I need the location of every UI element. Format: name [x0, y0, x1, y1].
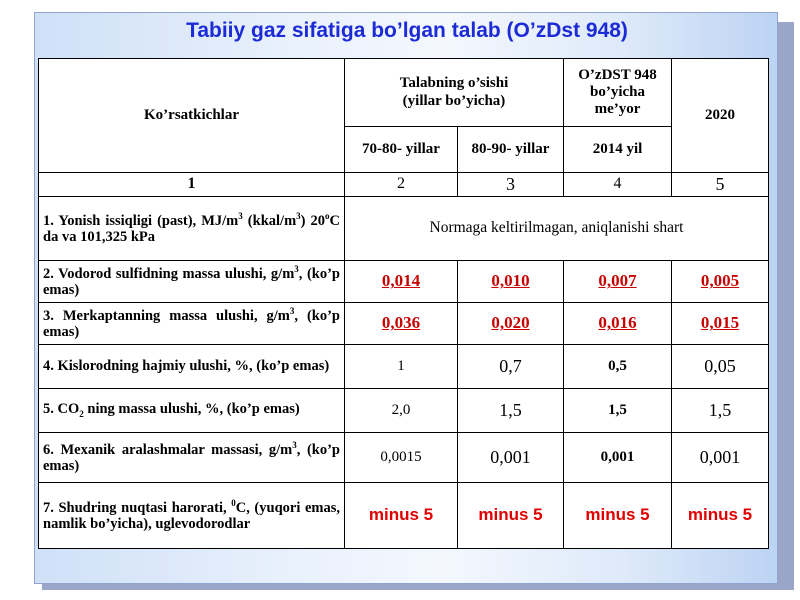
- row5-val-2020: 1,5: [672, 388, 769, 432]
- row2-val-80-90: 0,010: [458, 260, 564, 302]
- table-row: [39, 344, 769, 388]
- header-norm-line3: me’yor: [594, 101, 641, 118]
- row4-val-2020: 0,05: [672, 344, 769, 388]
- row4-val-2014: 0,5: [564, 344, 672, 388]
- row1-merged-value: Normaga keltirilmagan, aniqlanishi shart: [345, 196, 769, 260]
- header-2014: 2014 yil: [564, 127, 672, 173]
- row6-val-2020: 0,001: [672, 432, 769, 482]
- row2-val-70-80: 0,014: [345, 260, 458, 302]
- row4-val-80-90: 0,7: [458, 344, 564, 388]
- row7-indicator: 7. Shudring nuqtasi harorati, $^0$C, (yuqori emas, namlik bo’yicha), uglevodorodlar: [39, 482, 345, 548]
- header-norm-line1: O’zDST 948: [578, 66, 657, 83]
- col-number-3: 3: [458, 173, 564, 197]
- header-growth: [345, 59, 564, 127]
- header-norm: [564, 59, 672, 127]
- row4-indicator: 4. Kislorodning hajmiy ulushi, %, (ko’p emas): [39, 344, 345, 388]
- row2-val-2014: 0,007: [564, 260, 672, 302]
- header-70-80: 70-80- yillar: [345, 127, 458, 173]
- table-row: [39, 482, 769, 548]
- row6-val-80-90: 0,001: [458, 432, 564, 482]
- row3-val-80-90: 0,020: [458, 302, 564, 344]
- row2-indicator: 2. Vodorod sulfidning massa ulushi, $g/m^3$, (ko’p emas): [39, 260, 345, 302]
- row3-val-70-80: 0,036: [345, 302, 458, 344]
- col-number-1: 1: [39, 173, 345, 197]
- table-row: [39, 302, 769, 344]
- table-row: [39, 260, 769, 302]
- row6-val-70-80: 0,0015: [345, 432, 458, 482]
- header-indicators: Ko’rsatkichlar: [39, 59, 345, 173]
- row3-val-2014: 0,016: [564, 302, 672, 344]
- row5-indicator: 5. $CO_2$ ning massa ulushi, %, (ko’p emas): [39, 388, 345, 432]
- row4-val-70-80: 1: [345, 344, 458, 388]
- row7-val-70-80: minus 5: [345, 482, 458, 548]
- col-number-4: 4: [564, 173, 672, 197]
- gas-quality-table: [38, 58, 769, 549]
- table-row: [39, 432, 769, 482]
- table-row: [39, 388, 769, 432]
- row6-val-2014: 0,001: [564, 432, 672, 482]
- row7-val-2014: minus 5: [564, 482, 672, 548]
- row2-val-2020: 0,005: [672, 260, 769, 302]
- header-2020: 2020: [672, 59, 769, 173]
- row3-indicator: 3. Merkaptanning massa ulushi, $g/m^3$, (ko’p emas): [39, 302, 345, 344]
- header-80-90: 80-90- yillar: [458, 127, 564, 173]
- row5-val-80-90: 1,5: [458, 388, 564, 432]
- row7-val-2020: minus 5: [672, 482, 769, 548]
- header-norm-line2: bo’yicha: [589, 83, 645, 100]
- row1-indicator: 1. Yonish issiqligi (past), $MJ/m^3$ $(kkal/m^3)$ 20$^o$C da va 101,325 kPa: [39, 196, 345, 260]
- col-number-2: 2: [345, 173, 458, 197]
- row7-val-80-90: minus 5: [458, 482, 564, 548]
- slide: [34, 12, 778, 584]
- header-growth-line2: (yillar bo’yicha): [402, 92, 506, 109]
- slide-title: Tabiiy gaz sifatiga bo’lgan talab (O’zDst 948): [186, 19, 628, 42]
- row6-indicator: 6. Mexanik aralashmalar massasi, $g/m^3$, (ko’p emas): [39, 432, 345, 482]
- table-row: [39, 196, 769, 260]
- row3-val-2020: 0,015: [672, 302, 769, 344]
- col-number-5: 5: [672, 173, 769, 197]
- row5-val-2014: 1,5: [564, 388, 672, 432]
- row5-val-70-80: 2,0: [345, 388, 458, 432]
- header-growth-line1: Talabning o’sishi: [399, 75, 509, 92]
